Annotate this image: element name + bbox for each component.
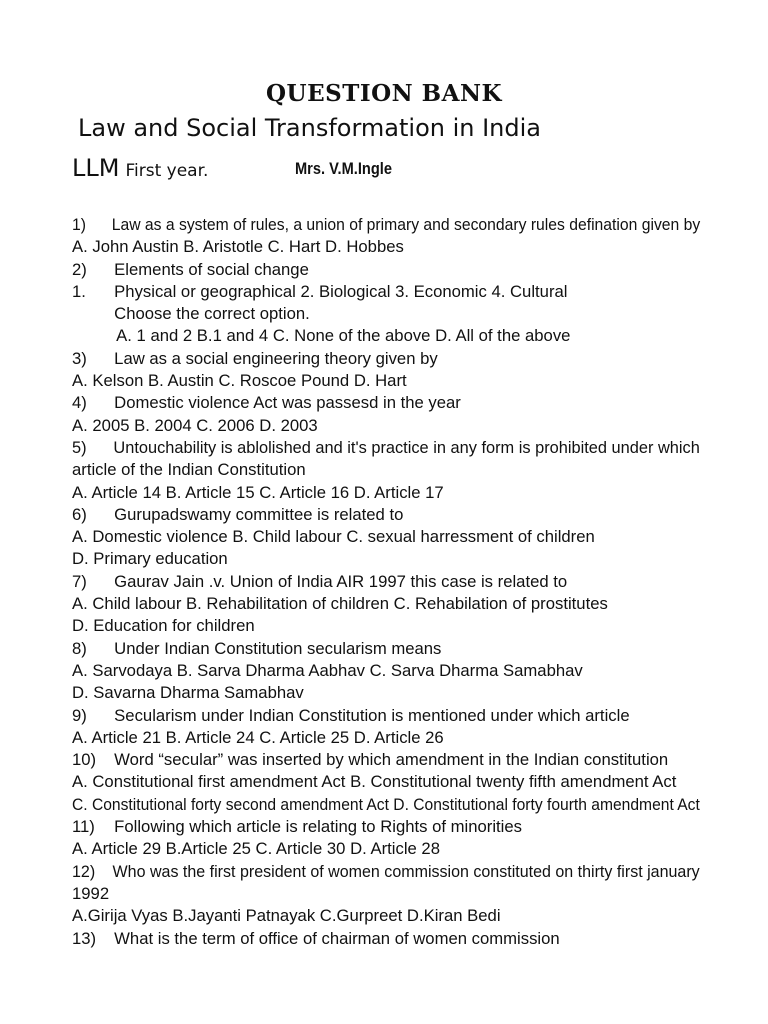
- answer-options: A. Article 29 B.Article 25 C. Article 30 D. Article 28: [72, 839, 440, 859]
- answer-options: A. John Austin B. Aristotle C. Hart D. Hobbes: [72, 237, 404, 257]
- answer-options-continued: D. Primary education: [72, 549, 228, 569]
- answer-options: A. Sarvodaya B. Sarva Dharma Aabhav C. Sarva Dharma Samabhav: [72, 660, 583, 680]
- question-number: 4): [72, 393, 87, 413]
- question-text: Untouchability is ablolished and it's practice in any form is prohibited under which: [113, 437, 700, 457]
- question-number: 3): [72, 348, 87, 368]
- question-text: What is the term of office of chairman of women commission: [114, 928, 560, 948]
- answer-options: A. 2005 B. 2004 C. 2006 D. 2003: [72, 415, 318, 435]
- question-text: Elements of social change: [114, 259, 309, 279]
- question-number: 7): [72, 571, 87, 591]
- question-line: [72, 437, 700, 459]
- answer-options: A. Article 21 B. Article 24 C. Article 25 D. Article 26: [72, 727, 444, 747]
- course-meta-line: [72, 154, 752, 186]
- question-number: 10): [72, 750, 97, 770]
- question-text: Law as a system of rules, a union of primary and secondary rules defination given by: [111, 215, 701, 234]
- question-bank-heading: QUESTION BANK: [266, 80, 502, 107]
- answer-options: A. Domestic violence B. Child labour C. sexual harressment of children: [72, 527, 595, 547]
- question-line: [72, 705, 700, 727]
- question-number: 5): [72, 437, 87, 457]
- question-text: Following which article is relating to Rights of minorities: [114, 817, 523, 837]
- sub-item-text: Physical or geographical 2. Biological 3. Economic 4. Cultural: [114, 281, 568, 301]
- question-list: [72, 214, 712, 950]
- answer-options: A. Constitutional first amendment Act B. Constitutional twenty fifth amendment Act: [72, 772, 677, 792]
- question-instruction: Choose the correct option.: [114, 304, 310, 324]
- answer-options-continued: C. Constitutional forty second amendment Act D. Constitutional forty fourth amendment Act: [72, 794, 700, 814]
- question-number: 8): [72, 638, 87, 658]
- question-number: 9): [72, 705, 87, 725]
- question-number: 2): [72, 259, 87, 279]
- question-text: Gaurav Jain .v. Union of India AIR 1997 this case is related to: [114, 571, 568, 591]
- question-line: [72, 571, 700, 593]
- question-text: Under Indian Constitution secularism means: [114, 638, 442, 658]
- author-name: Mrs. V.M.Ingle: [295, 159, 392, 178]
- course-year: First year.: [125, 161, 209, 181]
- question-line: [72, 392, 700, 414]
- question-line: [72, 504, 700, 526]
- question-text: Gurupadswamy committee is related to: [114, 504, 404, 524]
- answer-options: A. Article 14 B. Article 15 C. Article 16 D. Article 17: [72, 482, 444, 502]
- question-number: 13): [72, 928, 97, 948]
- question-line: [72, 816, 700, 838]
- question-number: 6): [72, 504, 87, 524]
- question-text: Law as a social engineering theory given by: [114, 348, 438, 368]
- question-line: [72, 749, 700, 771]
- question-text-continued: article of the Indian Constitution: [72, 460, 306, 480]
- question-line: [72, 214, 701, 236]
- question-line: [72, 928, 700, 950]
- answer-options-continued: D. Savarna Dharma Samabhav: [72, 683, 304, 703]
- question-number: 12): [72, 861, 96, 881]
- answer-options: A. Kelson B. Austin C. Roscoe Pound D. Hart: [72, 371, 407, 391]
- course-name: LLM: [72, 154, 120, 182]
- answer-options: A. 1 and 2 B.1 and 4 C. None of the above D. All of the above: [116, 326, 571, 346]
- question-text: Who was the first president of women commission constituted on thirty first january: [112, 861, 700, 881]
- question-text-continued: 1992: [72, 883, 110, 903]
- answer-options: A. Child labour B. Rehabilitation of children C. Rehabilation of prostitutes: [72, 594, 608, 614]
- answer-options-continued: D. Education for children: [72, 616, 255, 636]
- sub-item-line: [72, 281, 700, 303]
- question-line: [72, 259, 700, 281]
- question-text: Word “secular” was inserted by which amendment in the Indian constitution: [114, 750, 669, 770]
- question-number: 1): [72, 215, 86, 234]
- answer-options: A.Girija Vyas B.Jayanti Patnayak C.Gurpreet D.Kiran Bedi: [72, 906, 501, 926]
- question-text: Secularism under Indian Constitution is mentioned under which article: [114, 705, 630, 725]
- question-line: [72, 638, 700, 660]
- question-number: 11): [72, 817, 95, 837]
- sub-item-number: 1.: [72, 281, 86, 301]
- subject-title: Law and Social Transformation in India: [78, 114, 541, 142]
- question-line: [72, 348, 700, 370]
- question-text: Domestic violence Act was passesd in the year: [114, 393, 461, 413]
- question-line: [72, 861, 700, 883]
